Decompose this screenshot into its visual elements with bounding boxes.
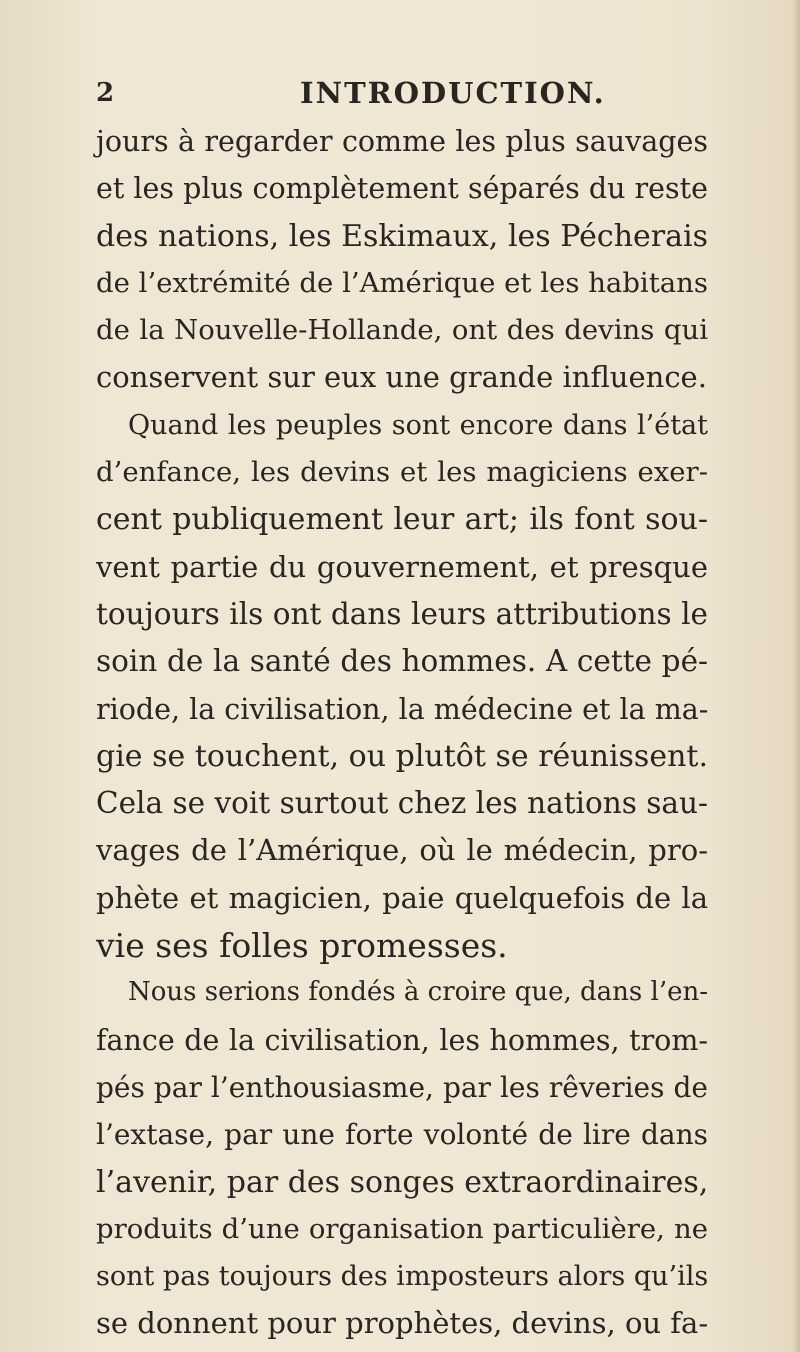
text-line: l’avenir, par des songes extraordinaires, [96, 1164, 709, 1200]
page-number: 2 [96, 78, 116, 108]
text-line: de l’extrémité de l’Amérique et les habitans [96, 266, 708, 299]
text-line: conservent sur eux une grande influence. [96, 360, 707, 395]
text-line: vages de l’Amérique, où le médecin, pro- [96, 833, 708, 868]
text-line: soin de la santé des hommes. A cette pé- [96, 644, 708, 679]
text-line: cent publiquement leur art; ils font sou- [96, 502, 708, 538]
text-line: jours à regarder comme les plus sauvages [96, 125, 708, 158]
text-line: toujours ils ont dans leurs attributions le [96, 596, 708, 631]
text-line: fance de la civilisation, les hommes, trom- [96, 1023, 708, 1057]
page-edge-shadow [792, 0, 800, 1352]
body-text [96, 118, 708, 1348]
text-line: Quand les peuples sont encore dans l’état [128, 409, 708, 441]
text-line: produits d’une organisation particulière, ne [96, 1212, 708, 1245]
text-line: de la Nouvelle-Hollande, ont des devins qui [96, 314, 708, 347]
text-line: d’enfance, les devins et les magiciens exer- [96, 456, 708, 489]
text-line: gie se touchent, ou plutôt se réunissent. [96, 738, 708, 774]
text-line: se donnent pour prophètes, devins, ou fa- [96, 1306, 709, 1341]
text-line: riode, la civilisation, la médecine et la ma- [96, 692, 709, 726]
text-line: des nations, les Eskimaux, les Pécherais [96, 218, 708, 254]
text-line: phète et magicien, paie quelquefois de la [96, 880, 708, 915]
text-line: et les plus complètement séparés du reste [96, 172, 708, 206]
text-line: vent partie du gouvernement, et presque [96, 549, 708, 584]
text-line: pés par l’enthousiasme, par les rêveries de [96, 1070, 708, 1104]
text-line: l’extase, par une forte volonté de lire dans [96, 1118, 708, 1152]
page-header [0, 72, 800, 116]
text-line: vie ses folles promesses. [96, 926, 508, 966]
text-line: Nous serions fondés à croire que, dans l’en- [128, 977, 708, 1008]
text-line: sont pas toujours des imposteurs alors qu’ils [96, 1261, 709, 1293]
text-line: Cela se voit surtout chez les nations sau- [96, 786, 708, 821]
running-title: INTRODUCTION. [300, 76, 606, 110]
